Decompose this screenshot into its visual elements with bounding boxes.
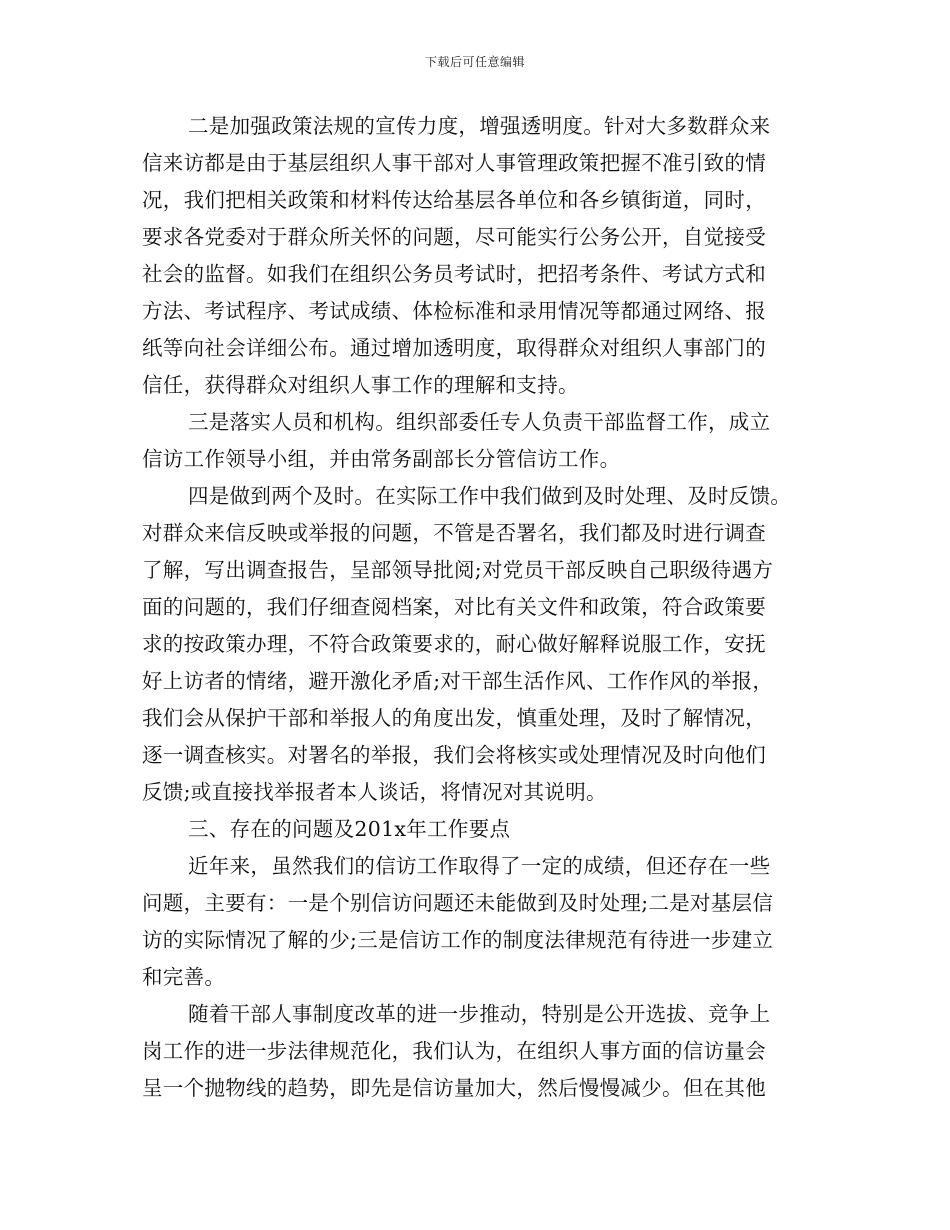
text-line: 纸等向社会详细公布。通过增加透明度，取得群众对组织人事部门的	[142, 336, 766, 360]
text-line: 对群众来信反映或举报的问题，不管是否署名，我们都及时进行调查	[142, 521, 766, 545]
text-line: 社会的监督。如我们在组织公务员考试时，把招考条件、考试方式和	[142, 262, 766, 286]
text-line: 四是做到两个及时。在实际工作中我们做到及时处理、及时反馈。	[188, 484, 792, 508]
text-line: 二是加强政策法规的宣传力度，增强透明度。针对大多数群众来	[188, 114, 771, 138]
text-line: 信来访都是由于基层组织人事干部对人事管理政策把握不准引致的情	[142, 151, 766, 175]
text-line: 岗工作的进一步法律规范化，我们认为，在组织人事方面的信访量会	[142, 1039, 766, 1063]
text-line: 近年来，虽然我们的信访工作取得了一定的成绩，但还存在一些	[188, 854, 771, 878]
text-line: 逐一调查核实。对署名的举报，我们会将核实或处理情况及时向他们	[142, 743, 766, 767]
text-line: 随着干部人事制度改革的进一步推动，特别是公开选拔、竞争上	[188, 1002, 771, 1026]
text-line: 面的问题的，我们仔细查阅档案，对比有关文件和政策，符合政策要	[142, 595, 766, 619]
document-body	[142, 108, 808, 1107]
text-line: 反馈;或直接找举报者本人谈话，将情况对其说明。	[142, 780, 607, 804]
text-line: 三、存在的问题及201x年工作要点	[188, 817, 511, 841]
text-line: 方法、考试程序、考试成绩、体检标准和录用情况等都通过网络、报	[142, 299, 766, 323]
text-line: 访的实际情况了解的少;三是信访工作的制度法律规范有待进一步建立	[142, 928, 774, 952]
page-header: 下载后可任意编辑	[424, 55, 525, 69]
text-line: 问题，主要有：一是个别信访问题还未能做到及时处理;二是对基层信	[142, 891, 774, 915]
text-line: 和完善。	[142, 965, 226, 989]
text-line: 信任，获得群众对组织人事工作的理解和支持。	[142, 373, 579, 397]
text-line: 呈一个抛物线的趋势，即先是信访量加大，然后慢慢减少。但在其他	[142, 1076, 766, 1100]
text-line: 信访工作领导小组，并由常务副部长分管信访工作。	[142, 447, 621, 471]
text-line: 求的按政策办理，不符合政策要求的，耐心做好解释说服工作，安抚	[142, 632, 766, 656]
text-line: 了解，写出调查报告，呈部领导批阅;对党员干部反映自己职级待遇方	[142, 558, 774, 582]
text-line: 好上访者的情绪，避开激化矛盾;对干部生活作风、工作作风的举报，	[142, 669, 774, 693]
text-line: 三是落实人员和机构。组织部委任专人负责干部监督工作，成立	[188, 410, 771, 434]
text-line: 要求各党委对于群众所关怀的问题，尽可能实行公务公开，自觉接受	[142, 225, 766, 249]
text-line: 况，我们把相关政策和材料传达给基层各单位和各乡镇街道，同时，	[142, 188, 766, 212]
text-line: 我们会从保护干部和举报人的角度出发，慎重处理，及时了解情况，	[142, 706, 766, 730]
